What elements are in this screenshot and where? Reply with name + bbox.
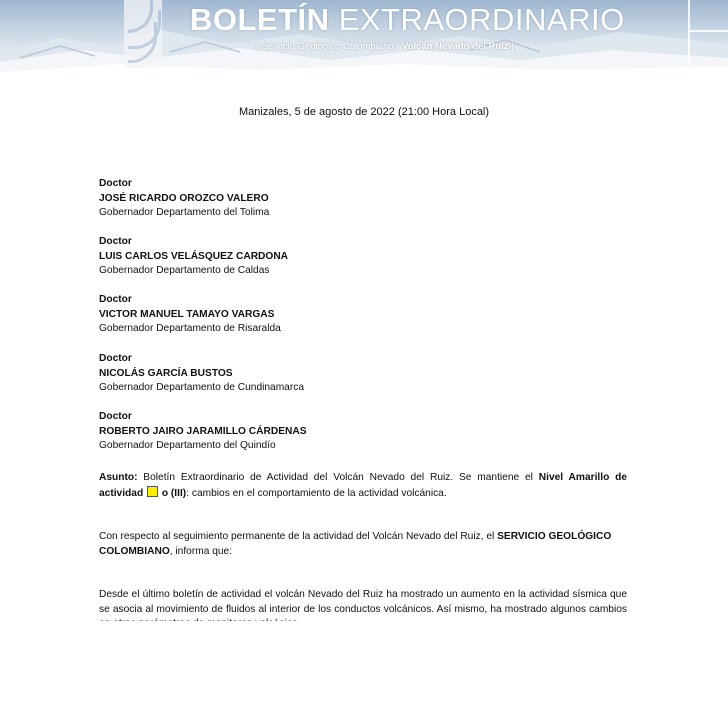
recipient-title: Doctor: [99, 294, 132, 305]
bulletin-title-rest: EXTRAORDINARIO: [338, 2, 625, 37]
subject-text-1: Boletín Extraordinario de Actividad del Volcán Nevado del Ruiz. Se mantiene el: [137, 472, 539, 483]
recipient-role: Gobernador Departamento de Cundinamarca: [99, 382, 305, 394]
banner-frame-lines: [688, 0, 728, 84]
recipient-name: ROBERTO JAIRO JARAMILLO CÁRDENAS: [99, 425, 307, 437]
recipient-block-4: [99, 352, 627, 396]
date-line: Manizales, 5 de agosto de 2022 (21:00 Hora Local): [238, 106, 490, 118]
activity-paragraph: Desde el último boletín de actividad el volcán Nevado del Ruiz ha mostrado un aumento en la actividad sísmica que se asocia al movimiento de fluidos al interior de los conductos volcánicos. Así mismo, ha mostrado algunos cambios: [99, 589, 627, 615]
subtitle-divider-left: |: [256, 41, 259, 52]
alert-level-code: o (III): [159, 487, 187, 499]
recipient-block-5: [99, 410, 627, 454]
recipient-block-1: [99, 177, 627, 221]
subtitle-divider-right: |: [511, 41, 514, 52]
subject-paragraph: [99, 471, 627, 501]
organization-name: SERVICIO GEOLÓGICO COLOMBIANO: [99, 531, 612, 557]
intro-paragraph: [99, 530, 627, 559]
yellow-alert-swatch-icon: [147, 486, 158, 497]
header-banner: [0, 0, 728, 84]
recipient-block-3: [99, 293, 627, 337]
recipient-name: LUIS CARLOS VELÁSQUEZ CARDONA: [99, 250, 289, 262]
intro-text-1: Con respecto al seguimiento permanente de la actividad del Volcán Nevado del Ruiz, el: [99, 531, 498, 542]
subject-text-2: : cambios en el comportamiento de la actividad volcánica.: [186, 487, 447, 499]
recipient-name: VICTOR MANUEL TAMAYO VARGAS: [99, 308, 275, 320]
recipient-block-2: [99, 235, 627, 279]
subtitle-volcano: Volcán Nevado del Ruiz: [402, 41, 509, 52]
page-bottom-blank: [0, 621, 728, 721]
recipient-title: Doctor: [99, 353, 132, 364]
recipient-role: Gobernador Departamento del Tolima: [99, 207, 270, 219]
recipient-name: JOSÉ RICARDO OROZCO VALERO: [99, 192, 269, 204]
recipient-title: Doctor: [99, 178, 132, 189]
bulletin-title: [190, 2, 625, 38]
recipient-name: NICOLÁS GARCÍA BUSTOS: [99, 367, 233, 379]
bulletin-title-bold: BOLETÍN: [190, 2, 330, 37]
sgc-logo-mark: [124, 0, 162, 68]
bulletin-subtitle: [256, 41, 514, 52]
subject-label: Asunto:: [99, 472, 138, 483]
recipient-role: Gobernador Departamento del Quindío: [99, 440, 276, 452]
alert-level-text: Nivel Amarillo de actividad: [99, 472, 628, 499]
recipient-title: Doctor: [99, 411, 132, 422]
intro-text-2: , informa que:: [169, 545, 233, 557]
recipient-title: Doctor: [99, 236, 132, 247]
recipient-role: Gobernador Departamento de Caldas: [99, 265, 270, 277]
subtitle-organization: Servicio Geológico Colombiano -: [261, 41, 400, 52]
recipient-role: Gobernador Departamento de Risaralda: [99, 323, 281, 335]
